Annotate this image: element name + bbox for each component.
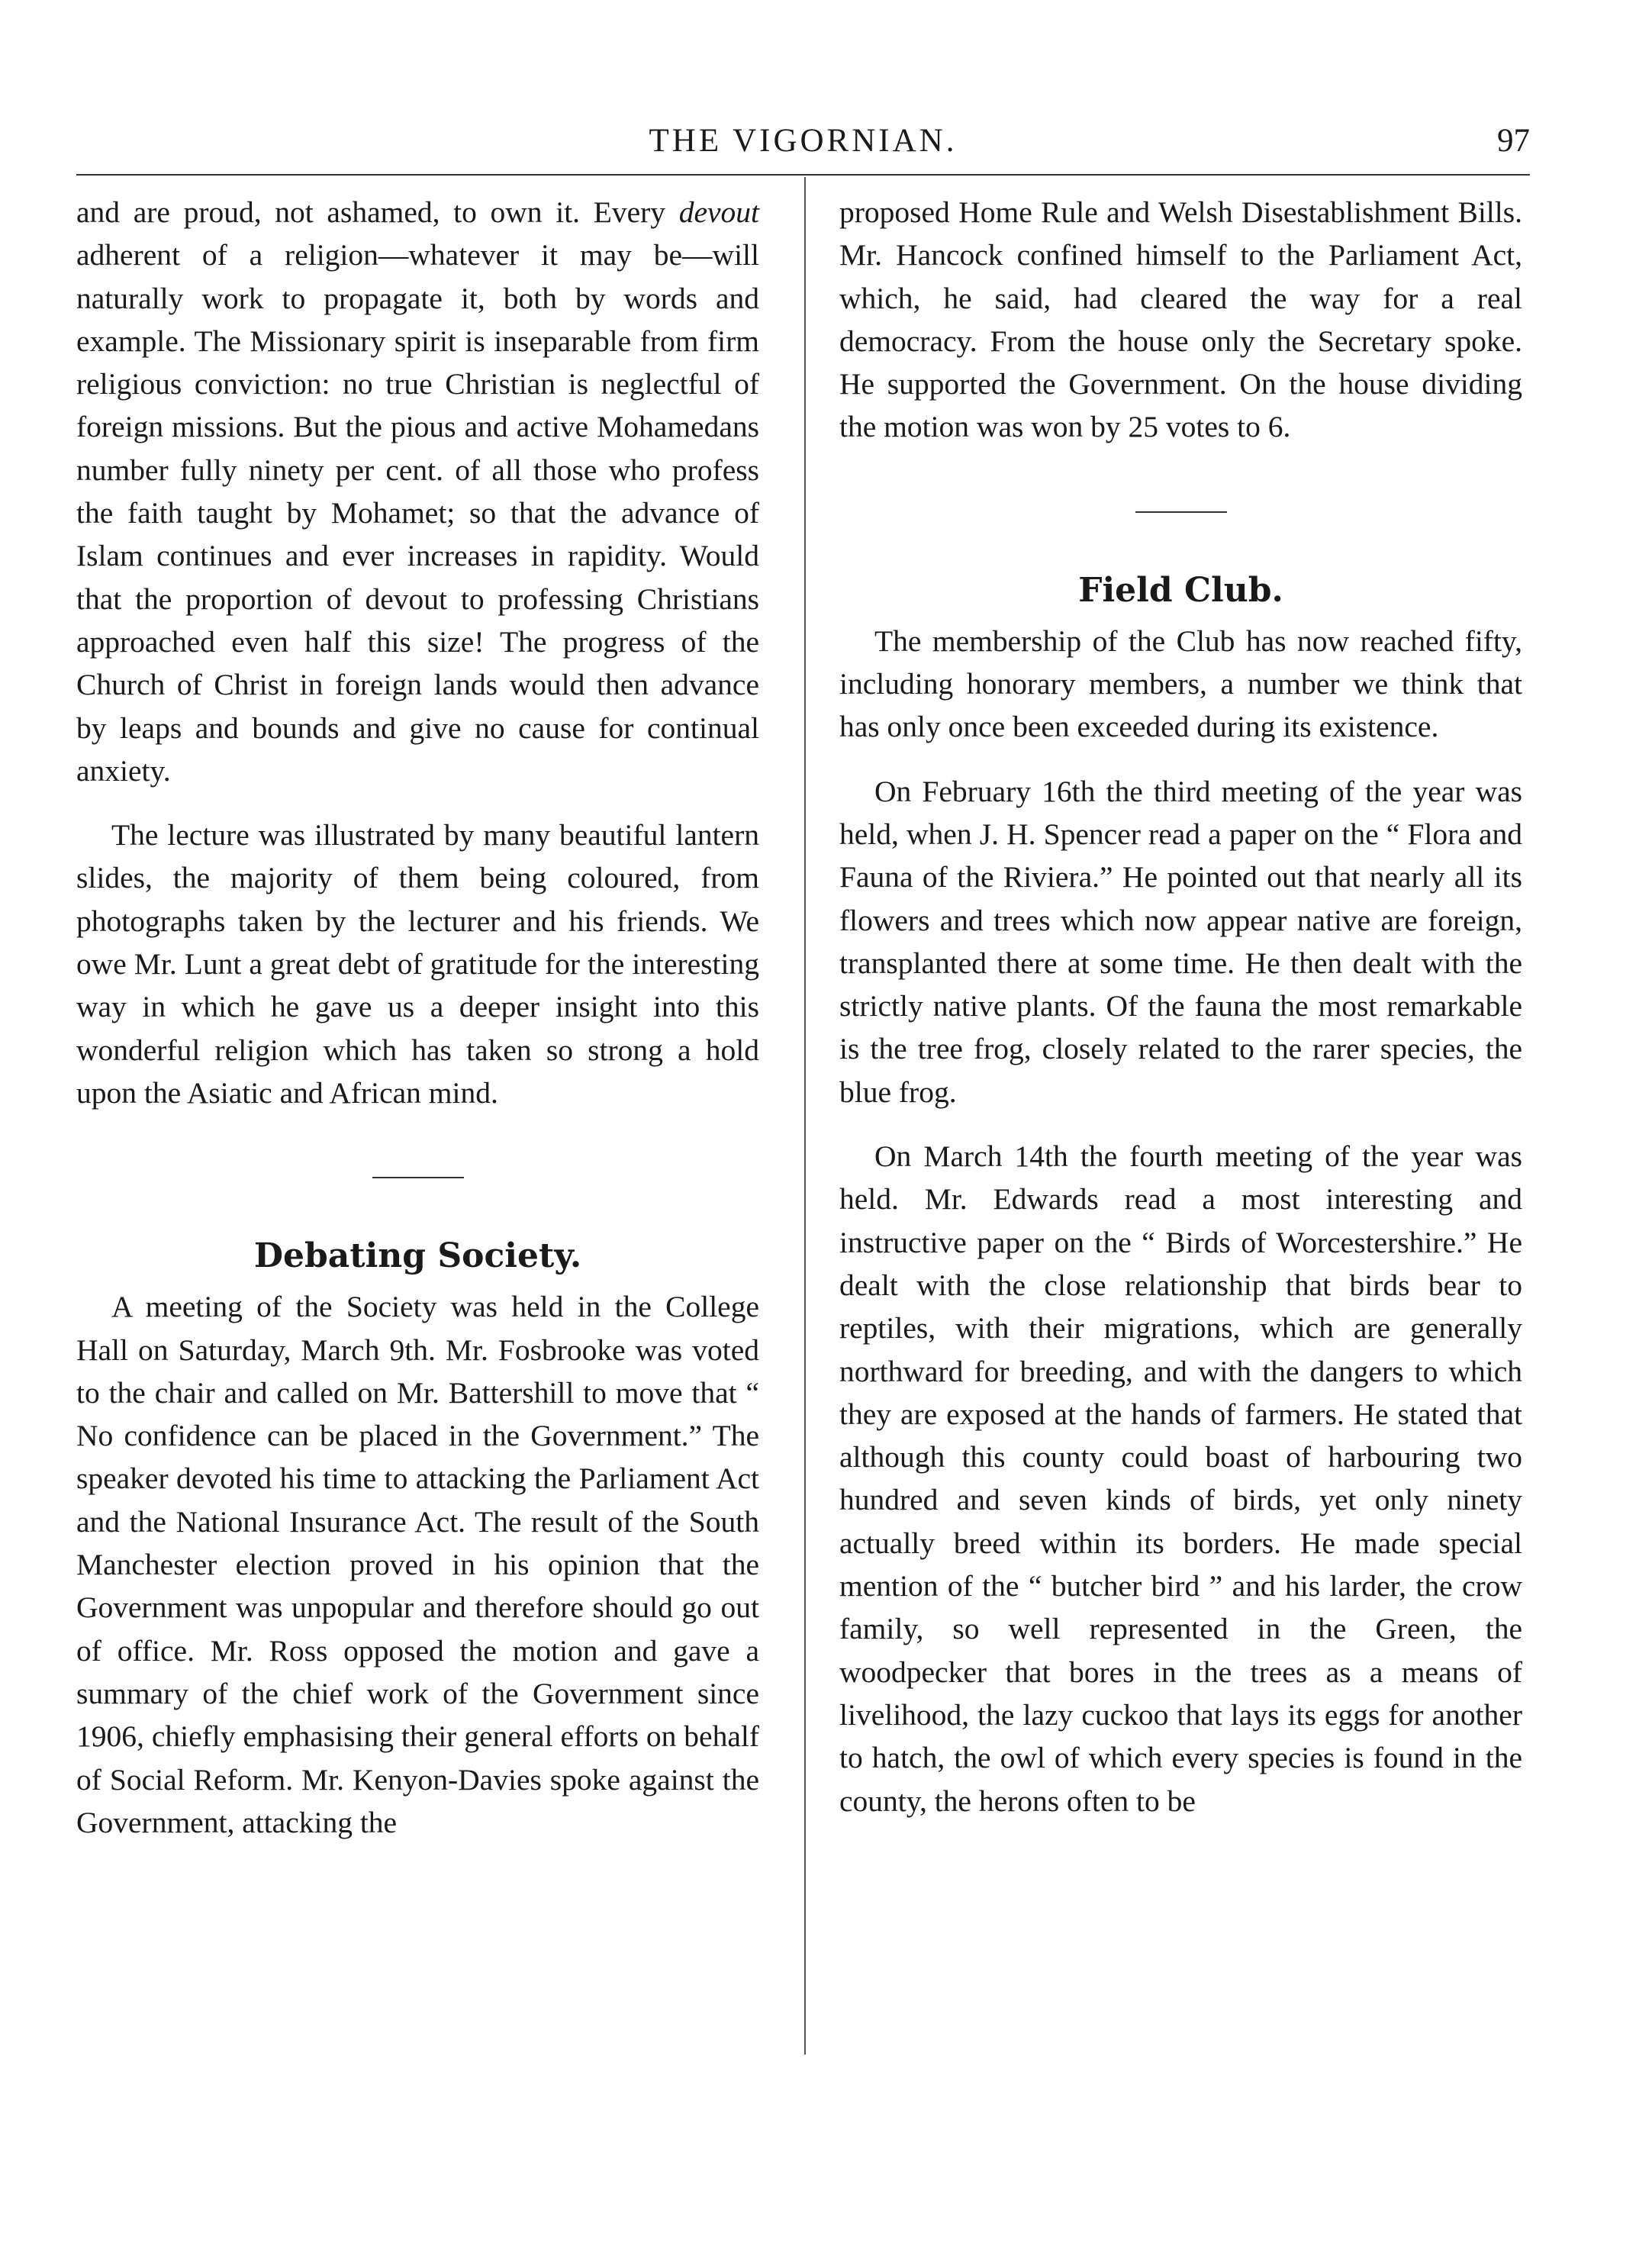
missionary-paragraph: [76, 191, 759, 792]
field-club-march-paragraph: On March 14th the fourth meeting of the year was held. Mr. Edwards read a most interesting and instructive paper on the “ Birds of Worcestershire.” He dealt with the close relationship that birds bear to reptiles, with their migrations, which are generally northward for breeding, and with the dangers to which they are exposed at the hands of farmers. He stated that although this county could boast of harbouring two hundred and seven kinds of birds, yet only ninety actually breed within its borders. He made special mention of the “ butcher bird ” and his larder, the crow family, so well represented in the Green, the woodpecker that bores in the trees as a means of livelihood, the lazy cuckoo that lays its eggs for another to hatch, the owl of which every species is found in the county, the herons often to be: [839, 1139, 1522, 1818]
debating-continued-paragraph: proposed Home Rule and Welsh Disestablishment Bills. Mr. Hancock confined himself to the Parliament Act, which, he said, had cleared the way for a real democracy. From the house only the Secretary spoke. He supported the Government. On the house dividing the motion was won by 25 votes to 6.: [839, 195, 1522, 444]
header-rule: [76, 174, 1530, 176]
field-club-heading: Field Club.: [1078, 570, 1283, 610]
column-divider: [804, 177, 806, 2054]
missionary-text-start: and are proud, not ashamed, to own it. Every: [76, 195, 666, 229]
section-separator: [1135, 511, 1227, 513]
field-club-membership-paragraph: The membership of the Club has now reached fifty, including honorary members, a number we think that has only once been exceeded during its existence.: [839, 624, 1522, 744]
debating-society-heading: Debating Society.: [253, 1236, 582, 1276]
running-title: THE VIGORNIAN.: [649, 123, 958, 159]
missionary-text-rest: be—will naturally work to propagate it, both by words and example. The Missionary spirit is inseparable from firm religious conviction: no true Christian is neglectful of foreign missions. But the pious and active Mohamedans number fully ninety per cent. of all those who profess the faith taught by Mohamet; so that the advance of Islam continues and ever increases in rapidity. Would that the proportion of devout to professing Christians approached even half this size! The progress of the Church of Christ in foreign lands would then advance by leaps and bounds and give no cause for continual anxiety.: [76, 238, 759, 788]
lecture-paragraph: The lecture was illustrated by many beautiful lantern slides, the majority of them being coloured, from photographs taken by the lecturer and his friends. We owe Mr. Lunt a great debt of gratitude for the interesting way in which he gave us a deeper insight into this wonderful religion which has taken so strong a hold upon the Asiatic and African mind.: [76, 818, 759, 1110]
section-separator: [372, 1177, 464, 1178]
page-number: 97: [1497, 123, 1530, 159]
page-header: [76, 114, 1530, 168]
debating-paragraph: A meeting of the Society was held in the College Hall on Saturday, March 9th. Mr. Fosbrooke was voted to the chair and called on Mr. Battershill to move that “ No confidence can be placed in the Government.” The speaker devoted his time to attacking the Parliament Act and the National Insurance Act. The result of the South Manchester election proved in his opinion that the Government was unpopular and therefore should go out of office. Mr. Ross opposed the motion and gave a summary of the chief work of the Government since 1906, chiefly emphasising their general efforts on behalf of Social Reform. Mr. Kenyon-Davies spoke against the Government, attacking the: [76, 1290, 759, 1839]
field-club-february-paragraph: On February 16th the third meeting of the year was held, when J. H. Spencer read a paper on the “ Flora and Fauna of the Riviera.” He pointed out that nearly all its flowers and trees which now appear native are foreign, transplanted there at some time. He then dealt with the strictly native plants. Of the fauna the most remarkable is the tree frog, closely related to the rarer species, the blue frog.: [839, 774, 1522, 1109]
left-column: [76, 191, 759, 1844]
emphasis-devout: devout: [678, 195, 759, 229]
right-column: [839, 191, 1522, 1822]
missionary-text-middle: adherent of a religion—whatever it may: [76, 238, 632, 272]
